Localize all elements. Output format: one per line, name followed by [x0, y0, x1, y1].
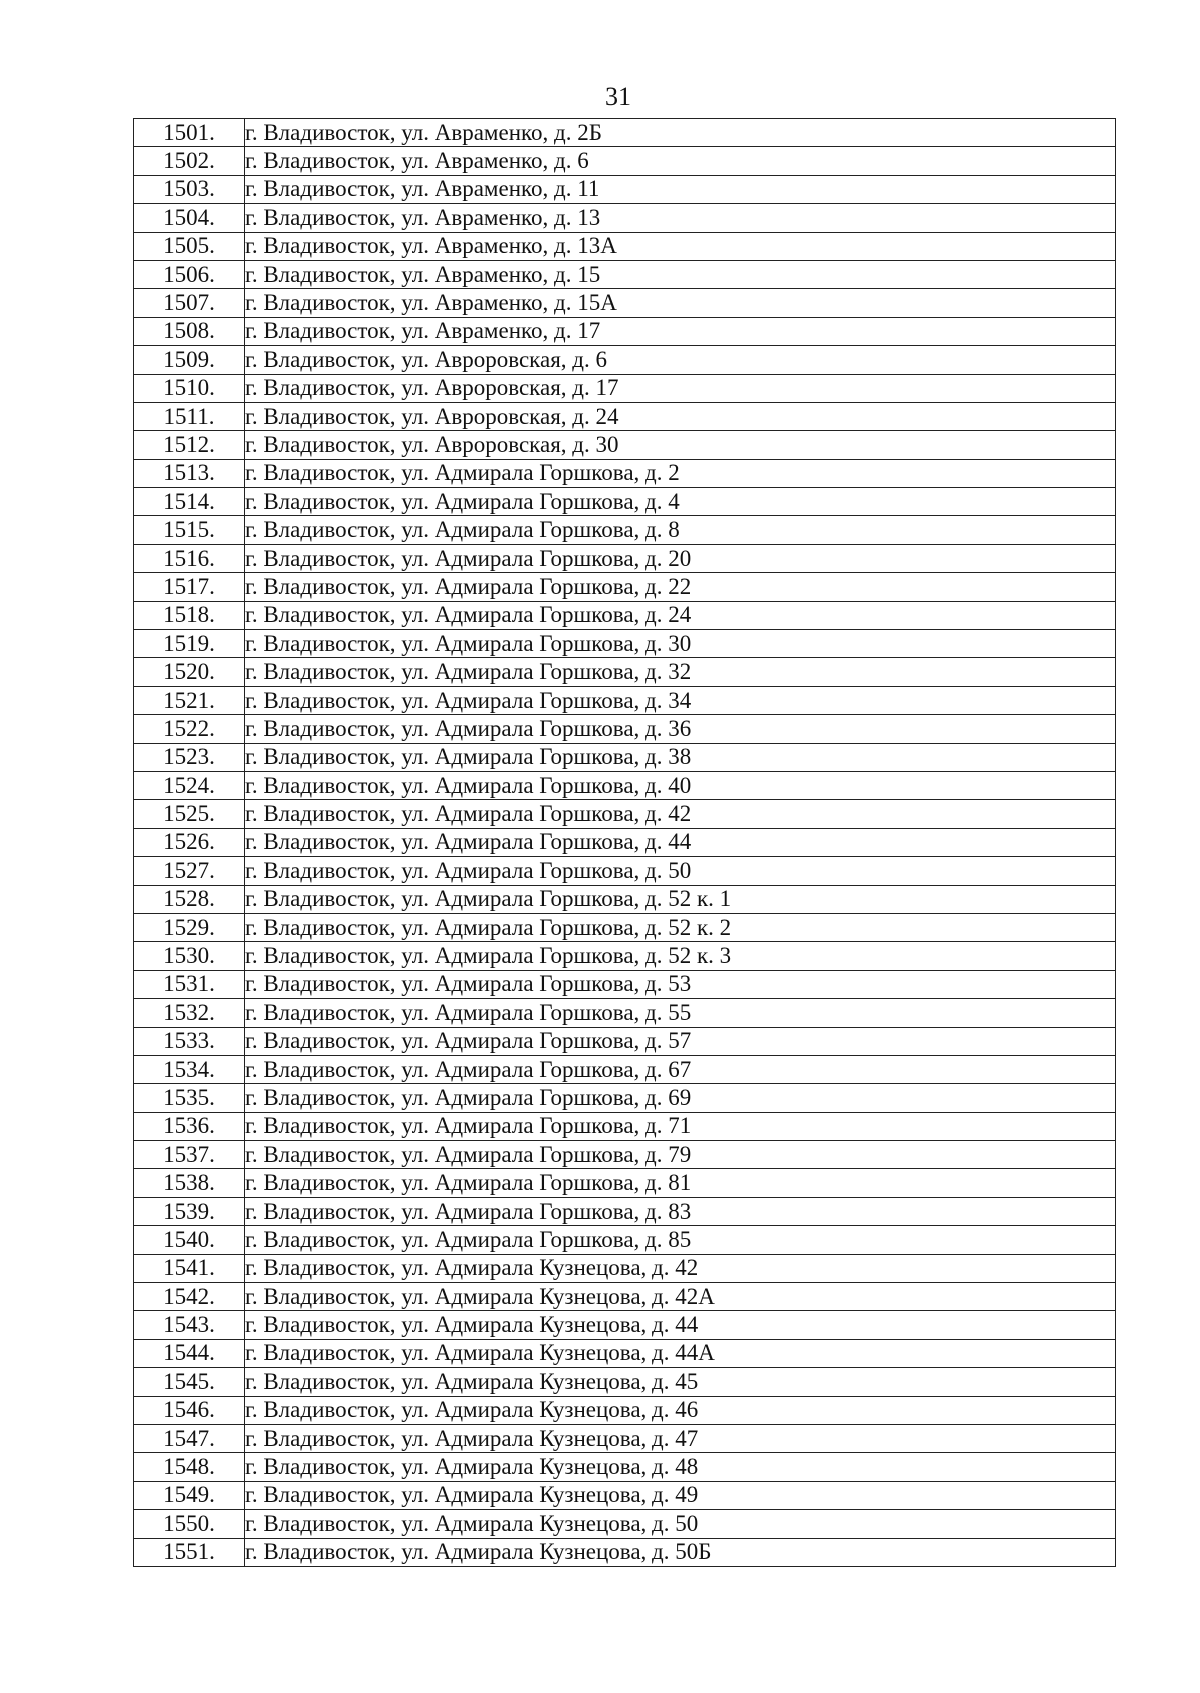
row-address: г. Владивосток, ул. Адмирала Горшкова, д. 4	[245, 488, 1116, 516]
table-row	[134, 175, 1116, 203]
row-number: 1532.	[134, 999, 245, 1027]
table-row	[134, 1538, 1116, 1566]
row-number: 1512.	[134, 431, 245, 459]
row-address: г. Владивосток, ул. Адмирала Кузнецова, д. 48	[245, 1453, 1116, 1481]
table-row	[134, 289, 1116, 317]
row-address: г. Владивосток, ул. Адмирала Горшкова, д. 71	[245, 1112, 1116, 1140]
row-number: 1544.	[134, 1339, 245, 1367]
table-row	[134, 1481, 1116, 1509]
table-row	[134, 800, 1116, 828]
table-row	[134, 1424, 1116, 1452]
table-row	[134, 232, 1116, 260]
row-address: г. Владивосток, ул. Авраменко, д. 11	[245, 175, 1116, 203]
table-row	[134, 1283, 1116, 1311]
row-number: 1514.	[134, 488, 245, 516]
table-row	[134, 828, 1116, 856]
row-address: г. Владивосток, ул. Адмирала Кузнецова, д. 42	[245, 1254, 1116, 1282]
table-row	[134, 743, 1116, 771]
row-address: г. Владивосток, ул. Авроровская, д. 6	[245, 346, 1116, 374]
row-number: 1513.	[134, 459, 245, 487]
row-address: г. Владивосток, ул. Адмирала Горшкова, д. 38	[245, 743, 1116, 771]
row-address: г. Владивосток, ул. Адмирала Кузнецова, д. 42А	[245, 1283, 1116, 1311]
row-number: 1549.	[134, 1481, 245, 1509]
table-row	[134, 1141, 1116, 1169]
row-address: г. Владивосток, ул. Адмирала Горшкова, д. 8	[245, 516, 1116, 544]
row-address: г. Владивосток, ул. Адмирала Горшкова, д. 44	[245, 828, 1116, 856]
row-address: г. Владивосток, ул. Адмирала Горшкова, д. 42	[245, 800, 1116, 828]
table-row	[134, 516, 1116, 544]
row-number: 1504.	[134, 204, 245, 232]
row-number: 1535.	[134, 1084, 245, 1112]
row-address: г. Владивосток, ул. Адмирала Горшкова, д. 52 к. 3	[245, 942, 1116, 970]
row-number: 1525.	[134, 800, 245, 828]
row-number: 1530.	[134, 942, 245, 970]
row-address: г. Владивосток, ул. Адмирала Кузнецова, д. 44	[245, 1311, 1116, 1339]
row-number: 1521.	[134, 686, 245, 714]
table-row	[134, 1339, 1116, 1367]
table-row	[134, 431, 1116, 459]
row-address: г. Владивосток, ул. Авроровская, д. 30	[245, 431, 1116, 459]
table-row	[134, 317, 1116, 345]
row-number: 1545.	[134, 1368, 245, 1396]
row-address: г. Владивосток, ул. Адмирала Кузнецова, д. 47	[245, 1424, 1116, 1452]
row-address: г. Владивосток, ул. Адмирала Горшкова, д. 69	[245, 1084, 1116, 1112]
row-address: г. Владивосток, ул. Адмирала Горшкова, д. 30	[245, 630, 1116, 658]
row-number: 1551.	[134, 1538, 245, 1566]
row-number: 1503.	[134, 175, 245, 203]
table-row	[134, 1027, 1116, 1055]
row-address: г. Владивосток, ул. Адмирала Горшкова, д. 34	[245, 686, 1116, 714]
table-row	[134, 402, 1116, 430]
row-number: 1519.	[134, 630, 245, 658]
row-number: 1548.	[134, 1453, 245, 1481]
row-number: 1531.	[134, 970, 245, 998]
row-address: г. Владивосток, ул. Авраменко, д. 13	[245, 204, 1116, 232]
table-row	[134, 260, 1116, 288]
row-address: г. Владивосток, ул. Адмирала Горшкова, д. 32	[245, 658, 1116, 686]
row-number: 1523.	[134, 743, 245, 771]
row-address: г. Владивосток, ул. Адмирала Горшкова, д. 20	[245, 544, 1116, 572]
table-row	[134, 544, 1116, 572]
row-address: г. Владивосток, ул. Адмирала Горшкова, д. 52 к. 1	[245, 885, 1116, 913]
row-address: г. Владивосток, ул. Авроровская, д. 17	[245, 374, 1116, 402]
table-row	[134, 1254, 1116, 1282]
table-row	[134, 573, 1116, 601]
table-row	[134, 885, 1116, 913]
row-number: 1533.	[134, 1027, 245, 1055]
row-address: г. Владивосток, ул. Адмирала Горшкова, д. 79	[245, 1141, 1116, 1169]
row-number: 1515.	[134, 516, 245, 544]
table-row	[134, 658, 1116, 686]
address-table-body	[134, 119, 1116, 1567]
row-address: г. Владивосток, ул. Адмирала Горшкова, д. 52 к. 2	[245, 913, 1116, 941]
table-row	[134, 1311, 1116, 1339]
table-row	[134, 119, 1116, 147]
table-row	[134, 1396, 1116, 1424]
row-number: 1511.	[134, 402, 245, 430]
row-address: г. Владивосток, ул. Адмирала Горшкова, д. 55	[245, 999, 1116, 1027]
table-row	[134, 1510, 1116, 1538]
row-number: 1536.	[134, 1112, 245, 1140]
row-address: г. Владивосток, ул. Адмирала Кузнецова, д. 50	[245, 1510, 1116, 1538]
row-number: 1547.	[134, 1424, 245, 1452]
row-number: 1539.	[134, 1197, 245, 1225]
row-number: 1501.	[134, 119, 245, 147]
table-row	[134, 715, 1116, 743]
table-row	[134, 686, 1116, 714]
table-row	[134, 630, 1116, 658]
row-address: г. Владивосток, ул. Авроровская, д. 24	[245, 402, 1116, 430]
row-address: г. Владивосток, ул. Адмирала Кузнецова, д. 45	[245, 1368, 1116, 1396]
table-row	[134, 374, 1116, 402]
row-number: 1505.	[134, 232, 245, 260]
row-address: г. Владивосток, ул. Адмирала Горшкова, д. 53	[245, 970, 1116, 998]
row-number: 1550.	[134, 1510, 245, 1538]
row-address: г. Владивосток, ул. Адмирала Горшкова, д. 2	[245, 459, 1116, 487]
table-row	[134, 771, 1116, 799]
row-number: 1538.	[134, 1169, 245, 1197]
row-address: г. Владивосток, ул. Адмирала Кузнецова, д. 46	[245, 1396, 1116, 1424]
row-number: 1527.	[134, 857, 245, 885]
row-number: 1502.	[134, 147, 245, 175]
row-address: г. Владивосток, ул. Адмирала Кузнецова, д. 44А	[245, 1339, 1116, 1367]
table-row	[134, 857, 1116, 885]
table-row	[134, 147, 1116, 175]
table-row	[134, 1084, 1116, 1112]
table-row	[134, 1453, 1116, 1481]
row-number: 1522.	[134, 715, 245, 743]
row-address: г. Владивосток, ул. Авраменко, д. 15А	[245, 289, 1116, 317]
table-row	[134, 999, 1116, 1027]
row-number: 1546.	[134, 1396, 245, 1424]
table-row	[134, 970, 1116, 998]
row-number: 1540.	[134, 1226, 245, 1254]
row-address: г. Владивосток, ул. Адмирала Кузнецова, д. 49	[245, 1481, 1116, 1509]
row-number: 1524.	[134, 771, 245, 799]
row-number: 1517.	[134, 573, 245, 601]
table-row	[134, 1226, 1116, 1254]
row-address: г. Владивосток, ул. Адмирала Горшкова, д. 57	[245, 1027, 1116, 1055]
row-address: г. Владивосток, ул. Адмирала Горшкова, д. 85	[245, 1226, 1116, 1254]
row-number: 1507.	[134, 289, 245, 317]
row-number: 1526.	[134, 828, 245, 856]
row-address: г. Владивосток, ул. Адмирала Горшкова, д. 81	[245, 1169, 1116, 1197]
row-address: г. Владивосток, ул. Адмирала Кузнецова, д. 50Б	[245, 1538, 1116, 1566]
row-number: 1528.	[134, 885, 245, 913]
row-number: 1534.	[134, 1055, 245, 1083]
row-number: 1520.	[134, 658, 245, 686]
row-number: 1529.	[134, 913, 245, 941]
row-address: г. Владивосток, ул. Авраменко, д. 13А	[245, 232, 1116, 260]
table-row	[134, 346, 1116, 374]
row-number: 1541.	[134, 1254, 245, 1282]
row-number: 1537.	[134, 1141, 245, 1169]
page-number: 31	[605, 82, 631, 111]
row-number: 1509.	[134, 346, 245, 374]
row-number: 1543.	[134, 1311, 245, 1339]
row-number: 1518.	[134, 601, 245, 629]
table-row	[134, 204, 1116, 232]
row-address: г. Владивосток, ул. Адмирала Горшкова, д. 50	[245, 857, 1116, 885]
row-number: 1516.	[134, 544, 245, 572]
table-row	[134, 913, 1116, 941]
row-number: 1506.	[134, 260, 245, 288]
row-address: г. Владивосток, ул. Адмирала Горшкова, д. 36	[245, 715, 1116, 743]
row-address: г. Владивосток, ул. Адмирала Горшкова, д. 22	[245, 573, 1116, 601]
row-address: г. Владивосток, ул. Авраменко, д. 2Б	[245, 119, 1116, 147]
table-row	[134, 459, 1116, 487]
table-row	[134, 601, 1116, 629]
row-address: г. Владивосток, ул. Авраменко, д. 6	[245, 147, 1116, 175]
table-row	[134, 1197, 1116, 1225]
address-table	[133, 118, 1116, 1567]
row-address: г. Владивосток, ул. Адмирала Горшкова, д. 83	[245, 1197, 1116, 1225]
row-address: г. Владивосток, ул. Авраменко, д. 17	[245, 317, 1116, 345]
row-number: 1510.	[134, 374, 245, 402]
table-row	[134, 1112, 1116, 1140]
row-number: 1508.	[134, 317, 245, 345]
row-address: г. Владивосток, ул. Адмирала Горшкова, д. 24	[245, 601, 1116, 629]
row-address: г. Владивосток, ул. Авраменко, д. 15	[245, 260, 1116, 288]
table-row	[134, 942, 1116, 970]
table-row	[134, 1169, 1116, 1197]
row-address: г. Владивосток, ул. Адмирала Горшкова, д. 67	[245, 1055, 1116, 1083]
table-row	[134, 1368, 1116, 1396]
row-address: г. Владивосток, ул. Адмирала Горшкова, д. 40	[245, 771, 1116, 799]
table-row	[134, 1055, 1116, 1083]
table-row	[134, 488, 1116, 516]
row-number: 1542.	[134, 1283, 245, 1311]
